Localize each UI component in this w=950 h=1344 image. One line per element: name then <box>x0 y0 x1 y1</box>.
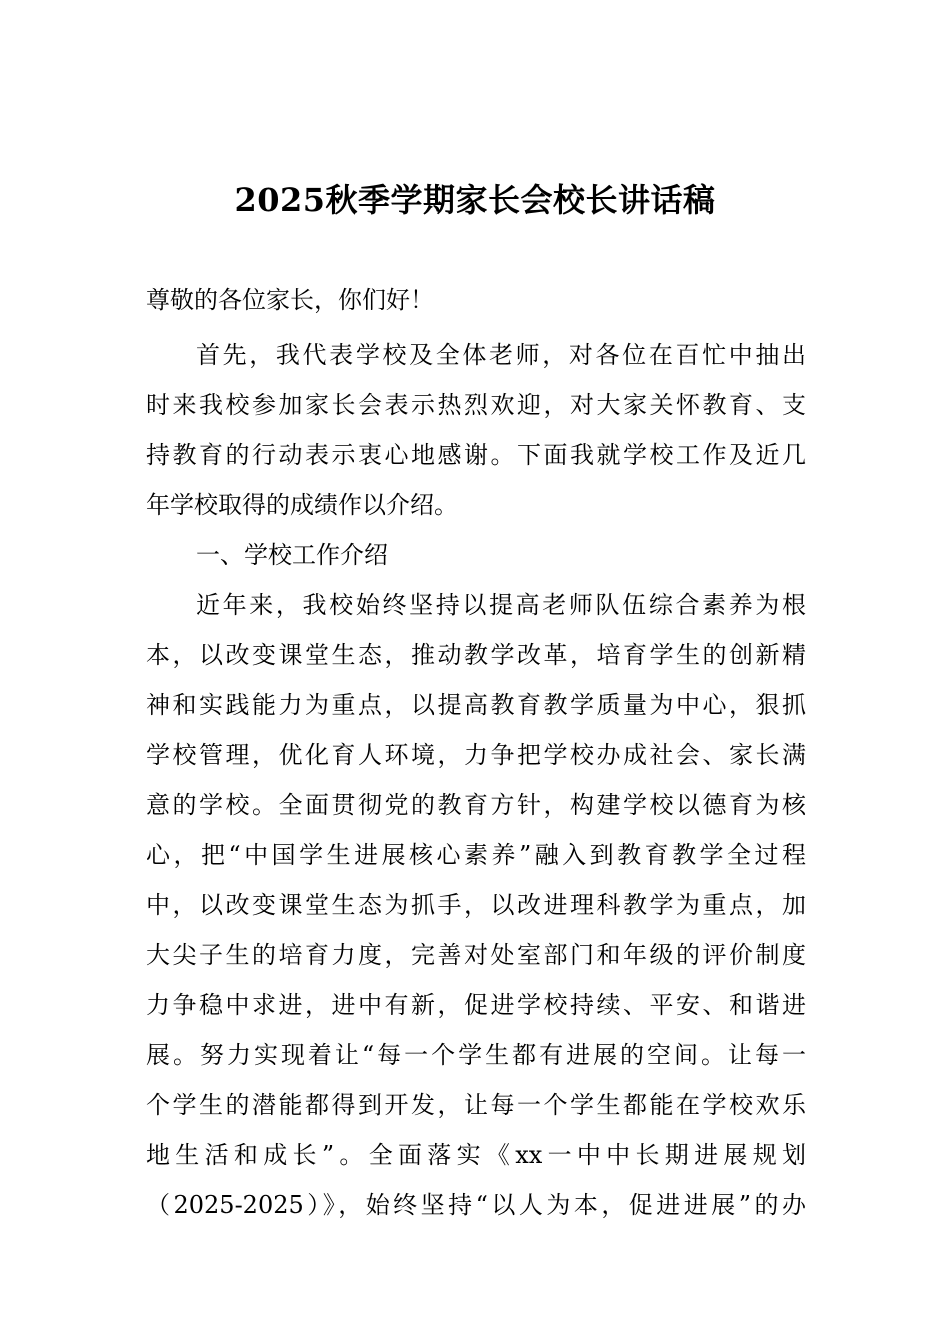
paragraph-line: 意的学校。全面贯彻党的教育方针，构建学校以德育为核 <box>146 791 806 819</box>
paragraph-line: 本，以改变课堂生态，推动教学改革，培育学生的创新精 <box>146 641 806 669</box>
paragraph-line: 持教育的行动表示衷心地感谢。下面我就学校工作及近几 <box>146 441 806 469</box>
paragraph-line: （2025-2025）》，始终坚持“以人为本，促进进展”的办 <box>146 1191 806 1219</box>
paragraph-line: 学校管理，优化育人环境，力争把学校办成社会、家长满 <box>146 741 806 769</box>
paragraph-line: 时来我校参加家长会表示热烈欢迎，对大家关怀教育、支 <box>146 391 806 419</box>
paragraph-line: 大尖子生的培育力度，完善对处室部门和年级的评价制度 <box>146 941 806 969</box>
paragraph-line: 年学校取得的成绩作以介绍。 <box>146 491 458 519</box>
document-title: 2025秋季学期家长会校长讲话稿 <box>234 181 716 219</box>
paragraph-line: 神和实践能力为重点，以提高教育教学质量为中心，狠抓 <box>146 691 806 719</box>
body-text <box>146 330 806 1230</box>
paragraph-line: 力争稳中求进，进中有新，促进学校持续、平安、和谐进 <box>146 991 806 1019</box>
paragraph-line: 展。努力实现着让“每一个学生都有进展的空间。让每一 <box>146 1041 806 1069</box>
greeting-line: 尊敬的各位家长，你们好！ <box>146 286 434 314</box>
paragraph-line: 心，把“中国学生进展核心素养”融入到教育教学全过程 <box>146 841 806 869</box>
paragraph-line: 近年来，我校始终坚持以提高老师队伍综合素养为根 <box>196 591 806 619</box>
paragraph-line: 中，以改变课堂生态为抓手，以改进理科教学为重点，加 <box>146 891 806 919</box>
paragraph-line: 地生活和成长”。全面落实《xx一中中长期进展规划 <box>146 1141 806 1169</box>
paragraph-line: 首先，我代表学校及全体老师，对各位在百忙中抽出 <box>196 341 806 369</box>
paragraph-line: 个学生的潜能都得到开发，让每一个学生都能在学校欢乐 <box>146 1091 806 1119</box>
section-heading: 一、学校工作介绍 <box>196 541 388 569</box>
